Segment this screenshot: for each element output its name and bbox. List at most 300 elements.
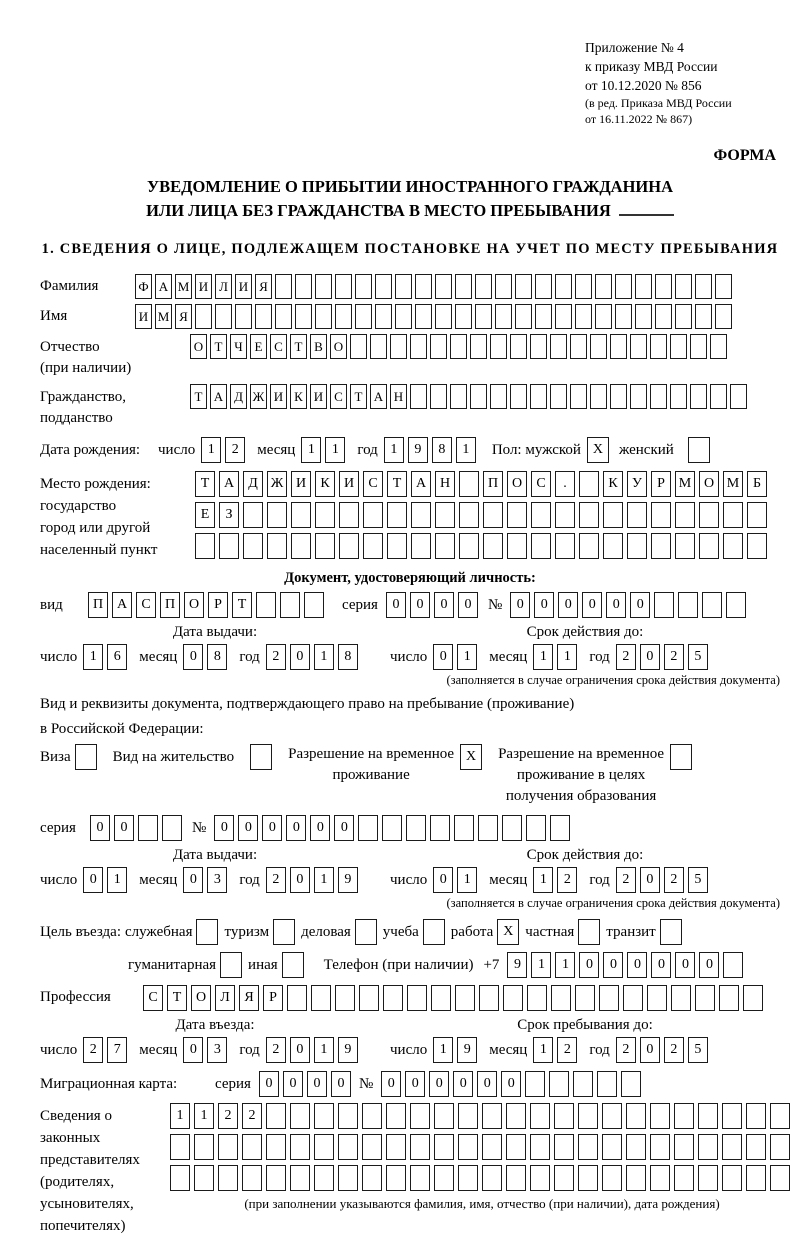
char-cell[interactable]: 0 [290, 1037, 310, 1063]
char-cell[interactable]: 0 [183, 867, 203, 893]
char-cell[interactable]: 1 [557, 644, 577, 670]
char-cell[interactable]: 1 [531, 952, 551, 978]
char-cell[interactable]: М [155, 304, 172, 329]
char-cell[interactable] [218, 1134, 238, 1160]
char-cell[interactable]: 1 [301, 437, 321, 463]
char-cell[interactable] [550, 815, 570, 841]
char-cell[interactable] [675, 502, 695, 528]
char-cell[interactable] [458, 1165, 478, 1191]
char-cell[interactable] [770, 1165, 790, 1191]
char-cell[interactable] [194, 1134, 214, 1160]
char-cell[interactable] [355, 274, 372, 299]
char-cell[interactable] [602, 1134, 622, 1160]
char-cell[interactable]: 0 [640, 644, 660, 670]
char-cell[interactable]: П [483, 471, 503, 497]
char-cell[interactable]: 1 [456, 437, 476, 463]
char-cell[interactable] [479, 985, 499, 1011]
char-cell[interactable] [575, 985, 595, 1011]
visa-checkbox[interactable] [75, 744, 97, 770]
char-cell[interactable] [531, 502, 551, 528]
char-cell[interactable]: 1 [170, 1103, 190, 1129]
purpose-business-checkbox[interactable] [355, 919, 377, 945]
char-cell[interactable] [573, 1071, 593, 1097]
char-cell[interactable] [410, 1134, 430, 1160]
char-cell[interactable] [454, 815, 474, 841]
char-cell[interactable] [315, 274, 332, 299]
char-cell[interactable] [555, 502, 575, 528]
temp-residence-checkbox[interactable]: X [460, 744, 482, 770]
char-cell[interactable]: А [155, 274, 172, 299]
char-cell[interactable] [243, 502, 263, 528]
char-cell[interactable]: 9 [338, 1037, 358, 1063]
char-cell[interactable] [698, 1103, 718, 1129]
char-cell[interactable] [570, 334, 587, 359]
residence-permit-checkbox[interactable] [250, 744, 272, 770]
char-cell[interactable] [515, 274, 532, 299]
purpose-work-checkbox[interactable]: X [497, 919, 519, 945]
char-cell[interactable] [695, 304, 712, 329]
char-cell[interactable]: 2 [664, 644, 684, 670]
char-cell[interactable]: 2 [266, 1037, 286, 1063]
char-cell[interactable]: П [160, 592, 180, 618]
char-cell[interactable]: Т [290, 334, 307, 359]
char-cell[interactable]: 2 [557, 867, 577, 893]
char-cell[interactable] [603, 533, 623, 559]
char-cell[interactable]: И [291, 471, 311, 497]
char-cell[interactable] [510, 384, 527, 409]
char-cell[interactable] [290, 1103, 310, 1129]
char-cell[interactable] [415, 304, 432, 329]
char-cell[interactable] [710, 384, 727, 409]
char-cell[interactable] [650, 1134, 670, 1160]
char-cell[interactable] [266, 1134, 286, 1160]
char-cell[interactable] [579, 471, 599, 497]
char-cell[interactable] [315, 502, 335, 528]
char-cell[interactable] [338, 1103, 358, 1129]
char-cell[interactable]: 1 [457, 867, 477, 893]
char-cell[interactable]: 8 [207, 644, 227, 670]
char-cell[interactable] [726, 592, 746, 618]
char-cell[interactable]: 0 [238, 815, 258, 841]
char-cell[interactable] [674, 1165, 694, 1191]
char-cell[interactable] [671, 985, 691, 1011]
char-cell[interactable]: Л [215, 274, 232, 299]
char-cell[interactable]: С [330, 384, 347, 409]
char-cell[interactable] [335, 985, 355, 1011]
char-cell[interactable]: О [507, 471, 527, 497]
purpose-private-checkbox[interactable] [578, 919, 600, 945]
char-cell[interactable] [655, 304, 672, 329]
char-cell[interactable] [651, 533, 671, 559]
char-cell[interactable]: 0 [458, 592, 478, 618]
char-cell[interactable] [695, 274, 712, 299]
char-cell[interactable]: 2 [266, 644, 286, 670]
char-cell[interactable] [746, 1103, 766, 1129]
char-cell[interactable]: 9 [338, 867, 358, 893]
char-cell[interactable]: Ч [230, 334, 247, 359]
char-cell[interactable] [434, 1165, 454, 1191]
char-cell[interactable] [722, 1134, 742, 1160]
char-cell[interactable]: Т [190, 384, 207, 409]
char-cell[interactable] [602, 1103, 622, 1129]
char-cell[interactable]: 0 [501, 1071, 521, 1097]
char-cell[interactable]: 0 [429, 1071, 449, 1097]
char-cell[interactable]: 2 [664, 867, 684, 893]
char-cell[interactable] [603, 502, 623, 528]
char-cell[interactable] [647, 985, 667, 1011]
char-cell[interactable] [630, 334, 647, 359]
char-cell[interactable] [746, 1134, 766, 1160]
char-cell[interactable] [575, 274, 592, 299]
char-cell[interactable] [675, 304, 692, 329]
char-cell[interactable] [597, 1071, 617, 1097]
char-cell[interactable]: Т [167, 985, 187, 1011]
char-cell[interactable]: 1 [533, 1037, 553, 1063]
char-cell[interactable] [411, 533, 431, 559]
char-cell[interactable]: 0 [334, 815, 354, 841]
char-cell[interactable] [710, 334, 727, 359]
char-cell[interactable]: 1 [325, 437, 345, 463]
char-cell[interactable]: О [699, 471, 719, 497]
char-cell[interactable] [746, 1165, 766, 1191]
char-cell[interactable] [715, 274, 732, 299]
char-cell[interactable] [690, 384, 707, 409]
char-cell[interactable] [370, 334, 387, 359]
char-cell[interactable] [507, 502, 527, 528]
char-cell[interactable] [415, 274, 432, 299]
char-cell[interactable] [255, 304, 272, 329]
char-cell[interactable] [490, 384, 507, 409]
char-cell[interactable]: Т [232, 592, 252, 618]
char-cell[interactable]: 1 [457, 644, 477, 670]
char-cell[interactable]: Н [390, 384, 407, 409]
char-cell[interactable] [651, 502, 671, 528]
char-cell[interactable]: 0 [675, 952, 695, 978]
char-cell[interactable] [503, 985, 523, 1011]
char-cell[interactable] [242, 1165, 262, 1191]
char-cell[interactable] [630, 384, 647, 409]
char-cell[interactable] [434, 1134, 454, 1160]
char-cell[interactable]: И [339, 471, 359, 497]
char-cell[interactable]: 1 [555, 952, 575, 978]
char-cell[interactable] [458, 1134, 478, 1160]
purpose-study-checkbox[interactable] [423, 919, 445, 945]
char-cell[interactable] [410, 384, 427, 409]
char-cell[interactable]: 0 [606, 592, 626, 618]
char-cell[interactable] [358, 815, 378, 841]
char-cell[interactable]: И [135, 304, 152, 329]
char-cell[interactable] [590, 334, 607, 359]
char-cell[interactable]: 0 [640, 867, 660, 893]
char-cell[interactable] [650, 1165, 670, 1191]
char-cell[interactable]: С [143, 985, 163, 1011]
char-cell[interactable] [715, 304, 732, 329]
char-cell[interactable] [375, 274, 392, 299]
char-cell[interactable] [459, 471, 479, 497]
char-cell[interactable] [218, 1165, 238, 1191]
char-cell[interactable]: 7 [107, 1037, 127, 1063]
char-cell[interactable] [430, 334, 447, 359]
char-cell[interactable] [510, 334, 527, 359]
char-cell[interactable]: 0 [453, 1071, 473, 1097]
char-cell[interactable] [243, 533, 263, 559]
char-cell[interactable]: Я [175, 304, 192, 329]
char-cell[interactable] [674, 1103, 694, 1129]
char-cell[interactable]: 8 [338, 644, 358, 670]
char-cell[interactable]: 0 [310, 815, 330, 841]
char-cell[interactable] [770, 1134, 790, 1160]
char-cell[interactable] [602, 1165, 622, 1191]
char-cell[interactable] [411, 502, 431, 528]
char-cell[interactable]: 1 [201, 437, 221, 463]
char-cell[interactable]: С [136, 592, 156, 618]
char-cell[interactable]: 1 [433, 1037, 453, 1063]
char-cell[interactable] [549, 1071, 569, 1097]
char-cell[interactable] [363, 502, 383, 528]
char-cell[interactable] [670, 384, 687, 409]
char-cell[interactable] [315, 304, 332, 329]
char-cell[interactable] [554, 1165, 574, 1191]
char-cell[interactable] [526, 815, 546, 841]
char-cell[interactable]: А [210, 384, 227, 409]
char-cell[interactable] [626, 1103, 646, 1129]
char-cell[interactable] [575, 304, 592, 329]
char-cell[interactable] [723, 533, 743, 559]
char-cell[interactable]: 1 [107, 867, 127, 893]
char-cell[interactable] [599, 985, 619, 1011]
char-cell[interactable] [670, 334, 687, 359]
char-cell[interactable] [291, 533, 311, 559]
char-cell[interactable] [719, 985, 739, 1011]
char-cell[interactable]: 1 [194, 1103, 214, 1129]
char-cell[interactable] [390, 334, 407, 359]
char-cell[interactable]: У [627, 471, 647, 497]
char-cell[interactable] [395, 304, 412, 329]
char-cell[interactable] [675, 274, 692, 299]
char-cell[interactable]: О [190, 334, 207, 359]
purpose-official-checkbox[interactable] [196, 919, 218, 945]
char-cell[interactable]: 6 [107, 644, 127, 670]
char-cell[interactable] [650, 384, 667, 409]
char-cell[interactable] [483, 533, 503, 559]
char-cell[interactable]: 0 [405, 1071, 425, 1097]
char-cell[interactable] [314, 1165, 334, 1191]
char-cell[interactable] [219, 533, 239, 559]
char-cell[interactable] [550, 384, 567, 409]
char-cell[interactable] [626, 1134, 646, 1160]
char-cell[interactable]: М [675, 471, 695, 497]
char-cell[interactable] [478, 815, 498, 841]
char-cell[interactable]: 0 [477, 1071, 497, 1097]
char-cell[interactable]: 0 [214, 815, 234, 841]
purpose-other-checkbox[interactable] [282, 952, 304, 978]
char-cell[interactable] [407, 985, 427, 1011]
char-cell[interactable]: 0 [307, 1071, 327, 1097]
char-cell[interactable] [275, 304, 292, 329]
char-cell[interactable] [527, 985, 547, 1011]
char-cell[interactable]: 0 [183, 644, 203, 670]
char-cell[interactable]: 2 [242, 1103, 262, 1129]
char-cell[interactable] [162, 815, 182, 841]
char-cell[interactable]: 0 [83, 867, 103, 893]
char-cell[interactable]: А [370, 384, 387, 409]
char-cell[interactable] [615, 304, 632, 329]
char-cell[interactable] [654, 592, 674, 618]
char-cell[interactable] [506, 1165, 526, 1191]
char-cell[interactable]: К [315, 471, 335, 497]
char-cell[interactable]: С [270, 334, 287, 359]
char-cell[interactable]: 0 [381, 1071, 401, 1097]
char-cell[interactable] [359, 985, 379, 1011]
char-cell[interactable] [723, 952, 743, 978]
char-cell[interactable] [339, 502, 359, 528]
char-cell[interactable]: . [555, 471, 575, 497]
char-cell[interactable]: 9 [408, 437, 428, 463]
char-cell[interactable]: И [195, 274, 212, 299]
char-cell[interactable] [578, 1165, 598, 1191]
char-cell[interactable]: Ф [135, 274, 152, 299]
char-cell[interactable]: Д [230, 384, 247, 409]
char-cell[interactable]: Т [387, 471, 407, 497]
char-cell[interactable] [295, 304, 312, 329]
char-cell[interactable] [590, 384, 607, 409]
char-cell[interactable] [350, 334, 367, 359]
char-cell[interactable]: С [531, 471, 551, 497]
char-cell[interactable] [722, 1165, 742, 1191]
char-cell[interactable]: 2 [616, 867, 636, 893]
char-cell[interactable]: 0 [603, 952, 623, 978]
char-cell[interactable] [194, 1165, 214, 1191]
char-cell[interactable]: 2 [266, 867, 286, 893]
char-cell[interactable]: 0 [433, 867, 453, 893]
char-cell[interactable] [386, 1165, 406, 1191]
char-cell[interactable] [595, 274, 612, 299]
char-cell[interactable] [506, 1103, 526, 1129]
char-cell[interactable] [195, 304, 212, 329]
char-cell[interactable] [290, 1134, 310, 1160]
char-cell[interactable] [623, 985, 643, 1011]
char-cell[interactable] [699, 533, 719, 559]
char-cell[interactable]: 1 [384, 437, 404, 463]
char-cell[interactable]: 1 [314, 644, 334, 670]
char-cell[interactable] [610, 334, 627, 359]
char-cell[interactable]: 2 [83, 1037, 103, 1063]
char-cell[interactable] [362, 1103, 382, 1129]
char-cell[interactable] [507, 533, 527, 559]
char-cell[interactable] [335, 274, 352, 299]
char-cell[interactable]: М [175, 274, 192, 299]
char-cell[interactable] [138, 815, 158, 841]
char-cell[interactable]: 0 [90, 815, 110, 841]
char-cell[interactable]: П [88, 592, 108, 618]
char-cell[interactable] [266, 1103, 286, 1129]
char-cell[interactable] [410, 334, 427, 359]
char-cell[interactable] [530, 1134, 550, 1160]
char-cell[interactable] [482, 1134, 502, 1160]
char-cell[interactable]: 1 [314, 867, 334, 893]
char-cell[interactable] [495, 274, 512, 299]
char-cell[interactable] [430, 815, 450, 841]
char-cell[interactable]: 1 [533, 867, 553, 893]
char-cell[interactable]: 0 [114, 815, 134, 841]
sex-female-checkbox[interactable] [688, 437, 710, 463]
char-cell[interactable] [621, 1071, 641, 1097]
char-cell[interactable] [406, 815, 426, 841]
char-cell[interactable]: 0 [410, 592, 430, 618]
char-cell[interactable] [458, 1103, 478, 1129]
char-cell[interactable] [770, 1103, 790, 1129]
char-cell[interactable]: 0 [699, 952, 719, 978]
temp-residence-edu-checkbox[interactable] [670, 744, 692, 770]
char-cell[interactable] [555, 274, 572, 299]
char-cell[interactable] [314, 1134, 334, 1160]
char-cell[interactable] [435, 502, 455, 528]
char-cell[interactable]: 3 [207, 867, 227, 893]
char-cell[interactable] [335, 304, 352, 329]
char-cell[interactable]: К [290, 384, 307, 409]
char-cell[interactable]: О [184, 592, 204, 618]
char-cell[interactable] [410, 1103, 430, 1129]
char-cell[interactable] [730, 384, 747, 409]
char-cell[interactable]: 0 [582, 592, 602, 618]
char-cell[interactable] [355, 304, 372, 329]
char-cell[interactable]: 2 [557, 1037, 577, 1063]
char-cell[interactable]: А [112, 592, 132, 618]
char-cell[interactable] [195, 533, 215, 559]
char-cell[interactable] [610, 384, 627, 409]
char-cell[interactable] [495, 304, 512, 329]
char-cell[interactable]: 0 [386, 592, 406, 618]
char-cell[interactable]: 9 [457, 1037, 477, 1063]
char-cell[interactable]: 2 [616, 1037, 636, 1063]
char-cell[interactable]: 0 [262, 815, 282, 841]
char-cell[interactable] [387, 533, 407, 559]
char-cell[interactable] [530, 1103, 550, 1129]
char-cell[interactable]: 0 [433, 644, 453, 670]
char-cell[interactable]: 0 [331, 1071, 351, 1097]
char-cell[interactable]: Я [239, 985, 259, 1011]
char-cell[interactable]: 3 [207, 1037, 227, 1063]
char-cell[interactable] [470, 384, 487, 409]
char-cell[interactable] [242, 1134, 262, 1160]
char-cell[interactable] [386, 1134, 406, 1160]
char-cell[interactable] [530, 1165, 550, 1191]
char-cell[interactable] [430, 384, 447, 409]
char-cell[interactable]: И [235, 274, 252, 299]
char-cell[interactable]: Т [350, 384, 367, 409]
char-cell[interactable] [531, 533, 551, 559]
char-cell[interactable] [699, 502, 719, 528]
char-cell[interactable] [535, 304, 552, 329]
char-cell[interactable] [266, 1165, 286, 1191]
char-cell[interactable] [490, 334, 507, 359]
char-cell[interactable]: И [310, 384, 327, 409]
char-cell[interactable] [386, 1103, 406, 1129]
char-cell[interactable] [550, 334, 567, 359]
char-cell[interactable]: Ж [267, 471, 287, 497]
char-cell[interactable] [555, 304, 572, 329]
char-cell[interactable]: 2 [225, 437, 245, 463]
char-cell[interactable]: 0 [510, 592, 530, 618]
char-cell[interactable] [698, 1134, 718, 1160]
char-cell[interactable] [635, 304, 652, 329]
char-cell[interactable] [459, 533, 479, 559]
char-cell[interactable] [722, 1103, 742, 1129]
char-cell[interactable] [627, 533, 647, 559]
char-cell[interactable] [375, 304, 392, 329]
char-cell[interactable] [482, 1165, 502, 1191]
char-cell[interactable] [530, 334, 547, 359]
